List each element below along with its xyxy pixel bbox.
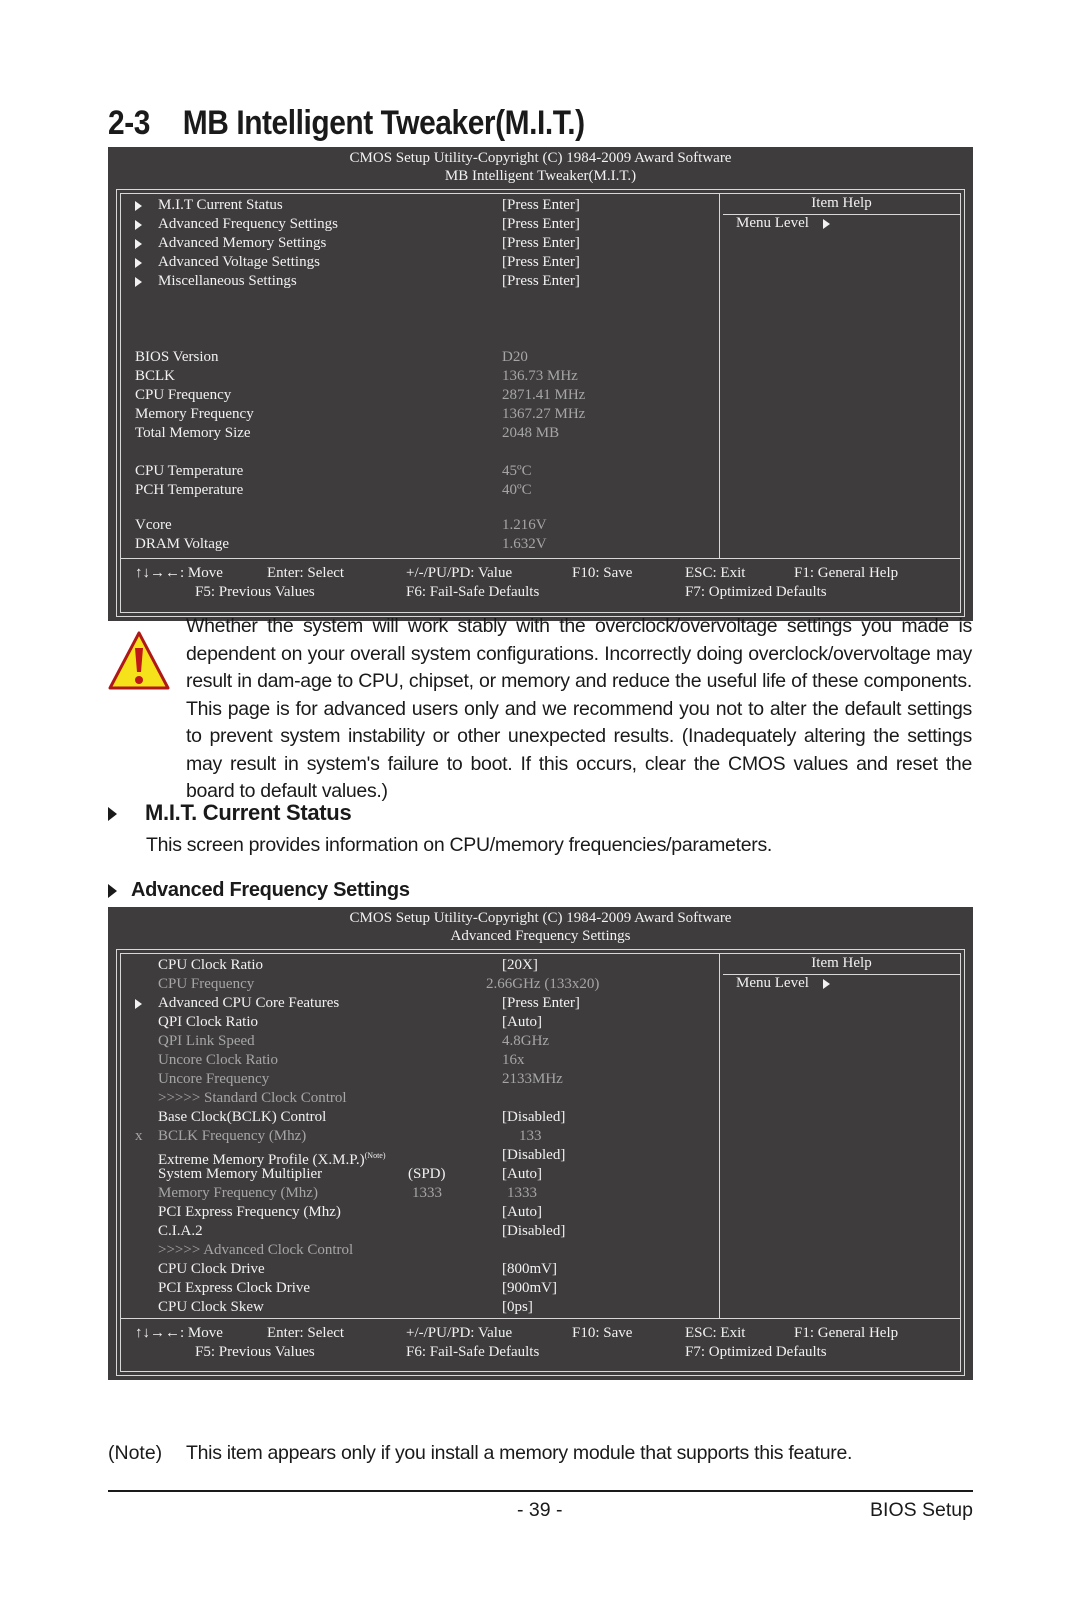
note-label: (Note) xyxy=(108,1442,163,1464)
warning-icon xyxy=(108,630,170,692)
setting-cpu-clock-ratio[interactable]: CPU Clock Ratio xyxy=(158,957,264,973)
adv-freq-title: Advanced Frequency Settings xyxy=(131,879,410,901)
menu-label: Advanced Memory Settings xyxy=(158,235,327,251)
setting-value: 16x xyxy=(502,1052,525,1068)
setting-qpi-link-speed: QPI Link Speed xyxy=(158,1033,255,1049)
setting-cia2[interactable]: C.I.A.2 xyxy=(158,1223,203,1239)
setting-value: 2.66GHz (133x20) xyxy=(486,976,600,992)
setting-value[interactable]: [Auto] xyxy=(502,1166,542,1182)
standard-clock-control-header: >>>>> Standard Clock Control xyxy=(158,1090,347,1106)
bios-frame xyxy=(116,949,965,1376)
bios-frame xyxy=(116,189,965,617)
arrow-right-icon xyxy=(108,884,117,898)
footer-optimized: F7: Optimized Defaults xyxy=(685,1344,827,1360)
menu-item-advanced-voltage[interactable] xyxy=(135,253,320,272)
footer-value: +/-/PU/PD: Value xyxy=(406,1325,513,1341)
arrow-right-icon xyxy=(823,979,830,989)
footer-save: F10: Save xyxy=(572,1325,633,1341)
setting-memory-frequency: Memory Frequency (Mhz) xyxy=(158,1185,318,1201)
arrow-right-icon xyxy=(135,999,142,1009)
footer-exit: ESC: Exit xyxy=(685,1325,746,1341)
footer-previous: F5: Previous Values xyxy=(195,1344,315,1360)
menu-value: [Press Enter] xyxy=(502,254,580,270)
item-help-title: Item Help xyxy=(811,955,872,971)
setting-value: 2133MHz xyxy=(502,1071,563,1087)
footer-optimized: F7: Optimized Defaults xyxy=(685,584,827,600)
info-value: 136.73 MHz xyxy=(502,368,578,384)
help-divider xyxy=(719,954,720,1318)
footer-enter: Enter: Select xyxy=(267,565,345,581)
page-title xyxy=(108,104,585,143)
setting-value[interactable]: [800mV] xyxy=(502,1261,557,1277)
footer-move: ↑↓→←: Move xyxy=(135,565,223,581)
adv-freq-heading xyxy=(108,879,410,902)
setting-value[interactable]: [20X] xyxy=(502,957,538,973)
menu-item-mit-current-status[interactable] xyxy=(135,196,283,215)
setting-value[interactable]: [Disabled] xyxy=(502,1147,566,1163)
bios-screen-mit xyxy=(108,147,973,621)
disabled-marker: x xyxy=(135,1128,143,1144)
footer-help: F1: General Help xyxy=(794,1325,899,1341)
info-value: 2048 MB xyxy=(502,425,560,441)
setting-qpi-clock-ratio[interactable]: QPI Clock Ratio xyxy=(158,1014,258,1030)
setting-value[interactable]: [900mV] xyxy=(502,1280,557,1296)
footer-exit: ESC: Exit xyxy=(685,565,746,581)
page-section: BIOS Setup xyxy=(870,1499,973,1521)
menu-item-miscellaneous[interactable] xyxy=(135,272,297,291)
setting-value[interactable]: [0ps] xyxy=(502,1299,533,1315)
bios-header xyxy=(108,909,973,945)
info-label: CPU Temperature xyxy=(135,463,244,479)
info-value: 1.216V xyxy=(502,517,547,533)
note-text: This item appears only if you install a memory module that supports this feature. xyxy=(186,1442,853,1464)
footer-failsafe: F6: Fail-Safe Defaults xyxy=(406,1344,540,1360)
setting-label: Extreme Memory Profile (X.M.P.) xyxy=(158,1152,365,1168)
info-label: Total Memory Size xyxy=(135,425,251,441)
menu-value: [Press Enter] xyxy=(502,197,580,213)
menu-level-label: Menu Level xyxy=(736,215,809,231)
setting-value[interactable]: [Disabled] xyxy=(502,1223,566,1239)
setting-value: 1333 xyxy=(507,1185,537,1201)
setting-cpu-frequency: CPU Frequency xyxy=(158,976,255,992)
page-number: - 39 - xyxy=(517,1499,563,1521)
footer-save: F10: Save xyxy=(572,565,633,581)
menu-label: Advanced Frequency Settings xyxy=(158,216,338,232)
arrow-right-icon xyxy=(108,807,117,821)
menu-value: [Press Enter] xyxy=(502,216,580,232)
info-label: CPU Frequency xyxy=(135,387,232,403)
info-value: 1.632V xyxy=(502,536,547,552)
bios-screen-title: MB Intelligent Tweaker(M.I.T.) xyxy=(444,168,637,184)
setting-advanced-cpu-core-features[interactable] xyxy=(135,994,339,1013)
info-value: 45ºC xyxy=(502,463,532,479)
setting-bclk-frequency: BCLK Frequency (Mhz) xyxy=(158,1128,307,1144)
setting-value[interactable]: [Press Enter] xyxy=(502,995,580,1011)
bios-copyright: CMOS Setup Utility-Copyright (C) 1984-2009 Award Software xyxy=(349,150,732,166)
section-number: 2-3 xyxy=(108,104,150,142)
bios-inner-frame xyxy=(120,953,961,1372)
setting-mid-value: (SPD) xyxy=(408,1166,446,1182)
menu-value: [Press Enter] xyxy=(502,273,580,289)
setting-value[interactable]: [Disabled] xyxy=(502,1109,566,1125)
setting-value: 133 xyxy=(519,1128,542,1144)
info-value: 40ºC xyxy=(502,482,532,498)
menu-level xyxy=(736,214,830,233)
setting-pci-express-clock-drive[interactable]: PCI Express Clock Drive xyxy=(158,1280,311,1296)
setting-label: Advanced CPU Core Features xyxy=(158,995,340,1011)
bios-inner-frame xyxy=(120,193,961,613)
setting-pci-express-frequency[interactable]: PCI Express Frequency (Mhz) xyxy=(158,1204,341,1220)
setting-cpu-clock-skew[interactable]: CPU Clock Skew xyxy=(158,1299,264,1315)
setting-system-memory-multiplier[interactable]: System Memory Multiplier xyxy=(158,1166,323,1182)
info-label: Vcore xyxy=(135,517,172,533)
setting-uncore-clock-ratio: Uncore Clock Ratio xyxy=(158,1052,278,1068)
footer-enter: Enter: Select xyxy=(267,1325,345,1341)
section-title: MB Intelligent Tweaker(M.I.T.) xyxy=(182,104,585,142)
note-marker: (Note) xyxy=(364,1151,386,1160)
advanced-clock-control-header: >>>>> Advanced Clock Control xyxy=(158,1242,354,1258)
footer-help: F1: General Help xyxy=(794,565,899,581)
info-value: 2871.41 MHz xyxy=(502,387,586,403)
arrow-right-icon xyxy=(135,239,142,249)
menu-label: M.I.T Current Status xyxy=(158,197,283,213)
setting-value[interactable]: [Auto] xyxy=(502,1204,542,1220)
setting-uncore-frequency: Uncore Frequency xyxy=(158,1071,270,1087)
item-help-title: Item Help xyxy=(811,195,872,211)
info-value: 1367.27 MHz xyxy=(502,406,586,422)
menu-item-advanced-memory[interactable] xyxy=(135,234,326,253)
mit-status-heading xyxy=(108,800,351,826)
footer-value: +/-/PU/PD: Value xyxy=(406,565,513,581)
bios-screen-title: Advanced Frequency Settings xyxy=(450,928,631,944)
warning-text: Whether the system will work stably with the overclock/overvoltage settings you made is dependent on your overall system configurations. Incorrectly doing overclock/overvoltage may result in dam-age to CPU, chipset, or memory and reduce the useful life of these components. This page is for advanced users only and we recommend you not to alter the default settings to prevent system instability or other unexpected results. (Inadequately altering the settings may result in system's failure to boot. If this occurs, clear the CMOS values and reset the board to default values.) xyxy=(186,615,972,802)
help-divider xyxy=(719,194,720,558)
arrow-right-icon xyxy=(823,219,830,229)
menu-level-label: Menu Level xyxy=(736,975,809,991)
menu-label: Miscellaneous Settings xyxy=(158,273,297,289)
setting-base-clock-control[interactable]: Base Clock(BCLK) Control xyxy=(158,1109,327,1125)
footer-failsafe: F6: Fail-Safe Defaults xyxy=(406,584,540,600)
bios-header xyxy=(108,149,973,185)
mit-status-title: M.I.T. Current Status xyxy=(145,800,352,825)
menu-label: Advanced Voltage Settings xyxy=(158,254,320,270)
arrow-right-icon xyxy=(135,220,142,230)
mit-status-description: This screen provides information on CPU/memory frequencies/parameters. xyxy=(146,834,773,856)
setting-cpu-clock-drive[interactable]: CPU Clock Drive xyxy=(158,1261,265,1277)
footer-previous: F5: Previous Values xyxy=(195,584,315,600)
info-label: PCH Temperature xyxy=(135,482,244,498)
footer-rule xyxy=(108,1490,973,1492)
arrow-right-icon xyxy=(135,277,142,287)
info-label: BIOS Version xyxy=(135,349,219,365)
menu-value: [Press Enter] xyxy=(502,235,580,251)
footer-divider xyxy=(121,1318,960,1319)
bios-copyright: CMOS Setup Utility-Copyright (C) 1984-2009 Award Software xyxy=(349,910,732,926)
footer-divider xyxy=(121,558,960,559)
setting-mid-value: 1333 xyxy=(412,1185,442,1201)
info-value: D20 xyxy=(502,349,528,365)
menu-level xyxy=(736,974,830,993)
info-label: BCLK xyxy=(135,368,176,384)
footer-move: ↑↓→←: Move xyxy=(135,1325,223,1341)
bios-screen-advanced-frequency xyxy=(108,907,973,1380)
setting-value: 4.8GHz xyxy=(502,1033,550,1049)
arrow-right-icon xyxy=(135,201,142,211)
arrow-right-icon xyxy=(135,258,142,268)
info-label: Memory Frequency xyxy=(135,406,254,422)
setting-value[interactable]: [Auto] xyxy=(502,1014,542,1030)
info-label: DRAM Voltage xyxy=(135,536,230,552)
menu-item-advanced-frequency[interactable] xyxy=(135,215,338,234)
